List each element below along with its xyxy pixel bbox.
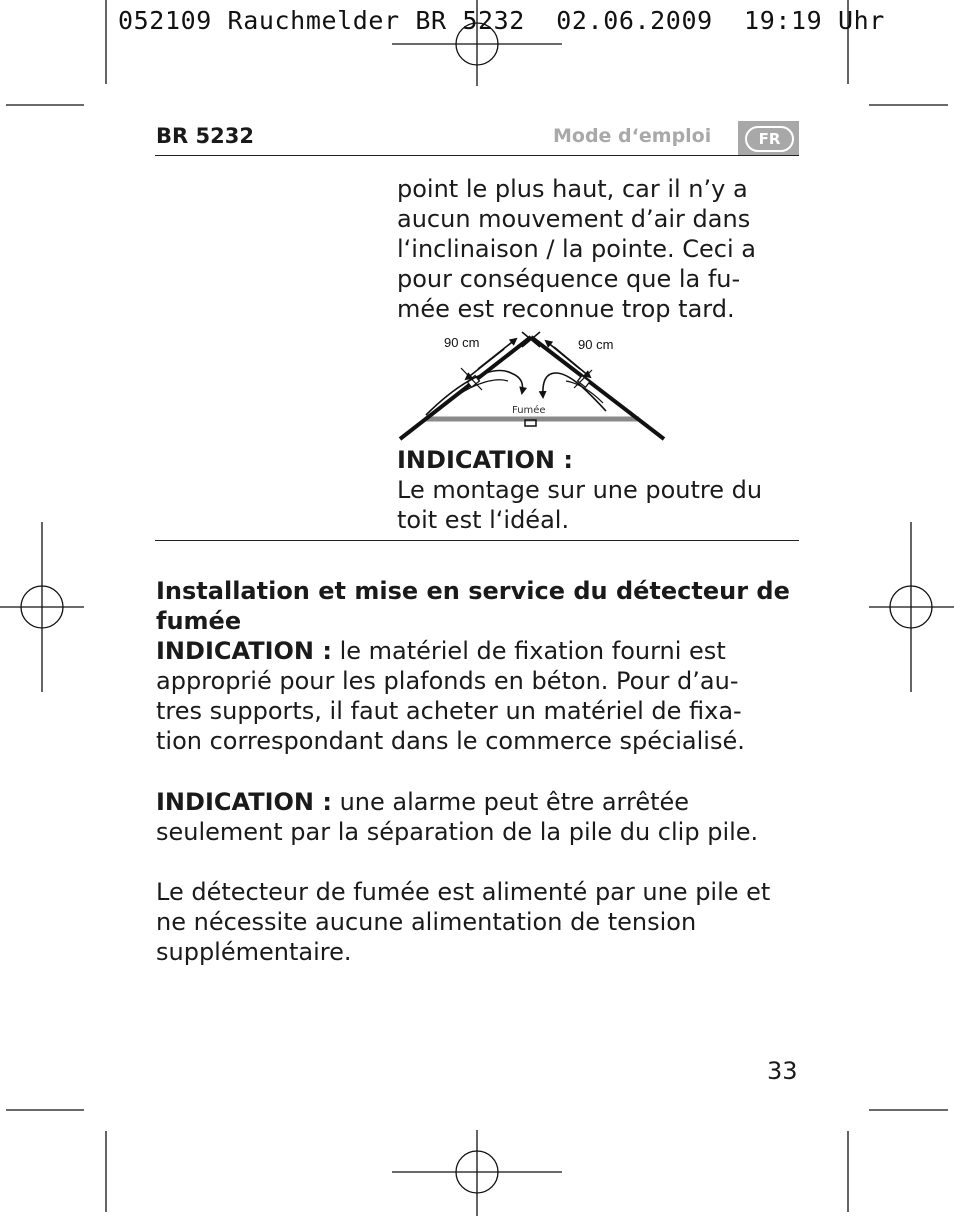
section-title-line: Installation et mise en service du détecteur de (156, 577, 790, 605)
header-model: BR 5232 (156, 124, 254, 148)
roof-left-slope (400, 337, 531, 439)
intro-paragraph (397, 174, 799, 324)
label-smoke: Fumée (512, 405, 546, 416)
print-slug-line: 052109 Rauchmelder BR 5232 02.06.2009 19:19 Uhr (118, 6, 885, 35)
label-90cm-right: 90 cm (578, 337, 614, 352)
text-line: ne nécessite aucune alimentation de tension (156, 908, 697, 936)
section-title (156, 576, 806, 636)
language-badge-label: FR (758, 130, 781, 148)
text-line: Le détecteur de fumée est alimenté par une pile et (156, 878, 771, 906)
text-line: point le plus haut, car il n’y a (397, 175, 748, 203)
text-line: seulement par la séparation de la pile du clip pile. (156, 818, 759, 846)
paragraph-power-supply (156, 877, 806, 967)
note-label: INDICATION : (156, 637, 332, 665)
text-line: pour conséquence que la fu- (397, 265, 741, 293)
text-line: tion correspondant dans le commerce spécialisé. (156, 727, 745, 755)
section-title-line: fumée (156, 607, 242, 635)
roof-right-slope (531, 337, 664, 439)
header-rule (155, 155, 799, 156)
text-line: supplémentaire. (156, 938, 352, 966)
text-line: toit est l‘idéal. (397, 506, 570, 534)
note-block (397, 445, 799, 535)
language-badge-oval (745, 126, 794, 152)
text-span: une alarme peut être arrêtée (331, 788, 690, 816)
airflow-curve-right (543, 373, 606, 411)
paragraph-alarm-note (156, 787, 806, 847)
header-section-title: Mode d‘emploi (553, 125, 712, 147)
text-line: mée est reconnue trop tard. (397, 295, 735, 323)
page-number: 33 (767, 1057, 798, 1085)
text-line: tres supports, il faut acheter un matériel de fixa- (156, 697, 742, 725)
text-line: Le montage sur une poutre du (397, 476, 763, 504)
paragraph-fixation-note (156, 636, 806, 756)
note-label: INDICATION : (156, 788, 332, 816)
text-line: approprié pour les plafonds en béton. Pour d’au- (156, 667, 739, 695)
text-line (156, 787, 806, 817)
language-badge (738, 121, 799, 155)
text-span: le matériel de fixation fourni est (331, 637, 726, 665)
label-90cm-left: 90 cm (444, 335, 480, 350)
note-label: INDICATION : (397, 446, 573, 474)
text-line (156, 636, 806, 666)
text-line: l‘inclinaison / la pointe. Ceci a (397, 235, 756, 263)
roof-mounting-diagram (396, 325, 671, 445)
text-line: aucun mouvement d’air dans (397, 205, 751, 233)
section-rule (155, 540, 799, 541)
